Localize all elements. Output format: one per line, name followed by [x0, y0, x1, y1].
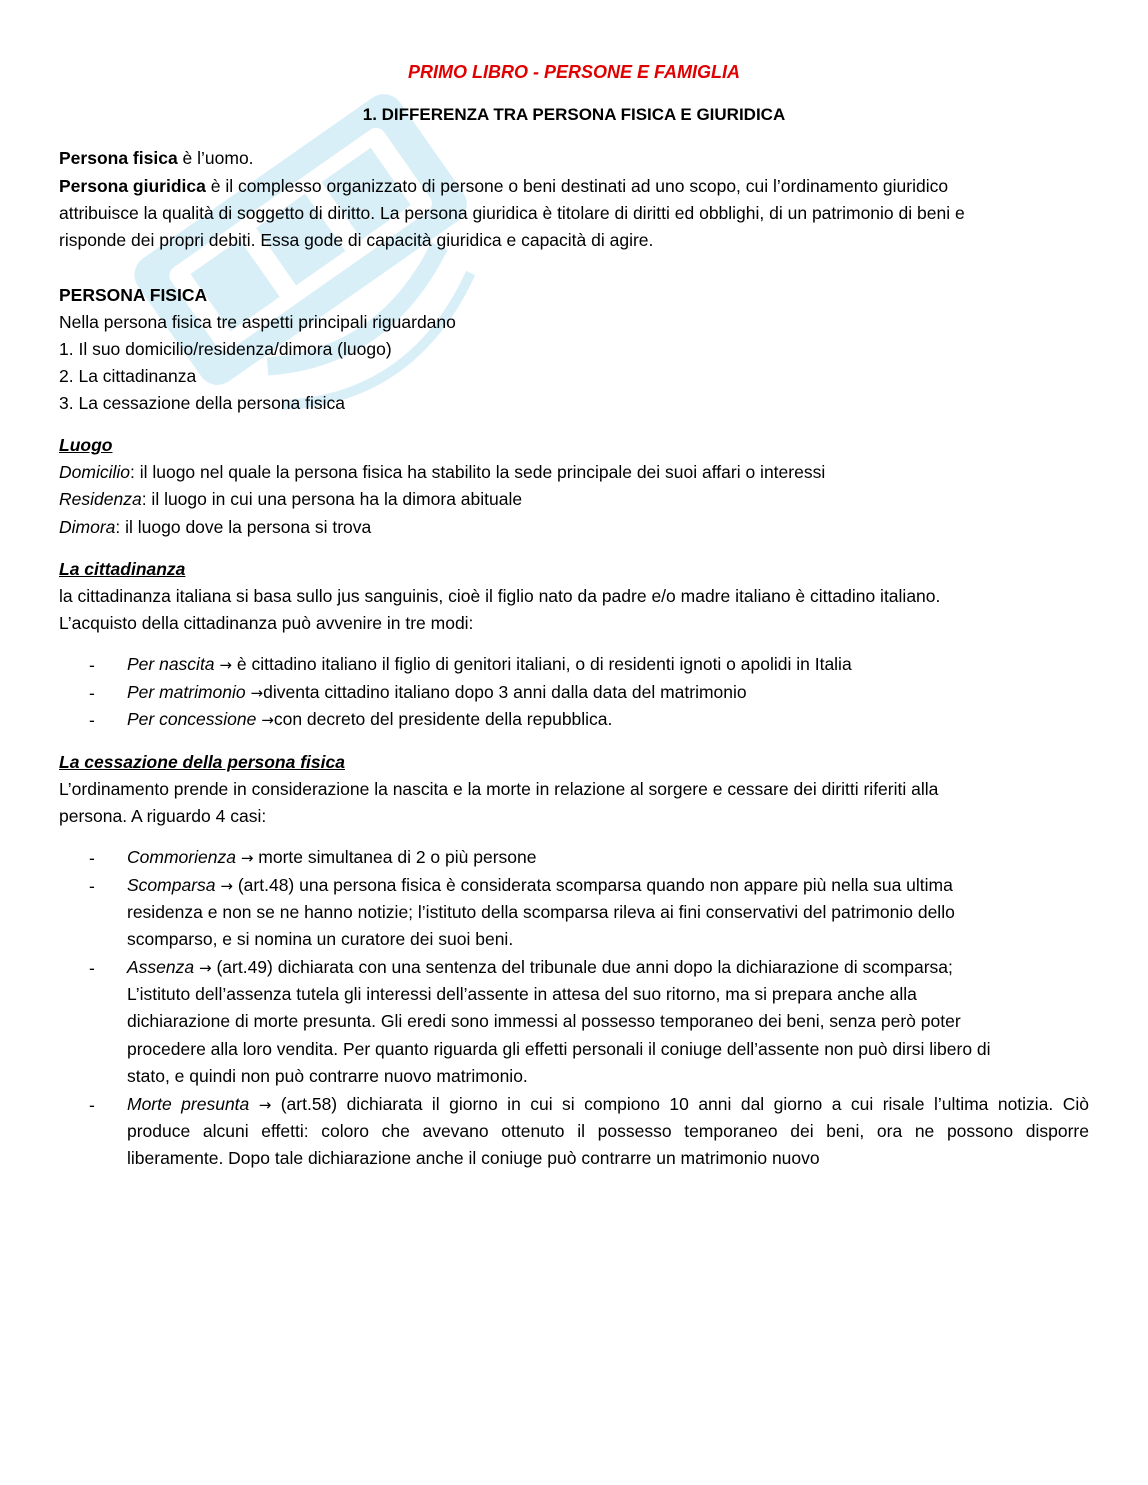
heading-cessazione: La cessazione della persona fisica [59, 752, 345, 772]
page-title: PRIMO LIBRO - PERSONE E FAMIGLIA [407, 62, 740, 82]
list-item: 2. La cittadinanza [59, 366, 197, 386]
heading-persona-fisica: PERSONA FISICA [59, 285, 208, 305]
bullet-scomparsa-line: residenza e non se ne hanno notizie; l’istituto della scomparsa rileva ai fini conservativi del patrimonio dello [127, 902, 955, 922]
intro-line-1: Persona fisica è l’uomo. [59, 148, 254, 168]
intro-line-3: attribuisce la qualità di soggetto di diritto. La persona giuridica è titolare di diritti ed obblighi, di un patrimonio di beni e [59, 203, 965, 223]
def-dimora: Dimora: il luogo dove la persona si trova [59, 517, 372, 537]
bullet-assenza-line: L’istituto dell’assenza tutela gli interessi dell’assente in attesa del suo ritorno, ma si prepara anche alla [127, 984, 917, 1004]
bullet-morte-presunta-line: liberamente. Dopo tale dichiarazione anche il coniuge può contrarre un matrimonio nuovo [127, 1148, 820, 1168]
cittadinanza-line-1: la cittadinanza italiana si basa sullo jus sanguinis, cioè il figlio nato da padre e/o madre italiano è cittadino italiano. [59, 586, 941, 606]
bullet-assenza: Assenza → (art.49) dichiarata con una sentenza del tribunale due anni dopo la dichiarazione di scomparsa; [127, 957, 953, 977]
bullet-scomparsa-line: scomparso, e si nomina un curatore dei suoi beni. [127, 929, 514, 949]
bullet-assenza-line: dichiarazione di morte presunta. Gli eredi sono immessi al possesso temporaneo dei beni, senza però poter [127, 1011, 961, 1031]
heading-luogo: Luogo [59, 435, 113, 455]
bullet-dash: - [89, 958, 95, 978]
list-item: 3. La cessazione della persona fisica [59, 393, 346, 413]
bullet-assenza-line: stato, e quindi non può contrarre nuovo matrimonio. [127, 1066, 528, 1086]
bullet-per-matrimonio: Per matrimonio →diventa cittadino italiano dopo 3 anni dalla data del matrimonio [127, 682, 747, 702]
bullet-commorienza: Commorienza → morte simultanea di 2 o più persone [127, 847, 537, 867]
heading-cittadinanza: La cittadinanza [59, 559, 186, 579]
arrow-right-icon: → [219, 656, 232, 674]
def-residenza: Residenza: il luogo in cui una persona ha la dimora abituale [59, 489, 523, 509]
def-domicilio: Domicilio: il luogo nel quale la persona fisica ha stabilito la sede principale dei suoi affari o interessi [59, 462, 826, 482]
arrow-right-icon: → [240, 849, 254, 867]
bullet-per-nascita: Per nascita → è cittadino italiano il figlio di genitori italiani, o di residenti ignoti o apolidi in Italia [127, 654, 852, 674]
arrow-right-icon: → [220, 877, 233, 895]
arrow-right-icon: → [199, 959, 212, 977]
cittadinanza-line-2: L’acquisto della cittadinanza può avvenire in tre modi: [59, 613, 474, 633]
bullet-dash: - [89, 655, 95, 675]
intro-line-4: risponde dei propri debiti. Essa gode di capacità giuridica e capacità di agire. [59, 230, 654, 250]
term-persona-fisica: Persona fisica [59, 148, 178, 168]
cessazione-line-2: persona. A riguardo 4 casi: [59, 806, 267, 826]
bullet-dash: - [89, 1095, 95, 1115]
bullet-morte-presunta-line: produce alcuni effetti: coloro che avevano ottenuto il possesso temporaneo dei beni, ora ne possono disporre [127, 1121, 1089, 1141]
persona-fisica-lead: Nella persona fisica tre aspetti principali riguardano [59, 312, 456, 332]
watermark-logo [95, 20, 535, 500]
bullet-dash: - [89, 710, 95, 730]
bullet-dash: - [89, 876, 95, 896]
bullet-dash: - [89, 848, 95, 868]
bullet-scomparsa: Scomparsa → (art.48) una persona fisica è considerata scomparsa quando non appare più nella sua ultima [127, 875, 953, 895]
arrow-right-icon: → [261, 711, 274, 729]
term-persona-giuridica: Persona giuridica [59, 176, 206, 196]
section-title: 1. DIFFERENZA TRA PERSONA FISICA E GIURIDICA [362, 105, 786, 124]
arrow-right-icon: → [250, 684, 264, 702]
cessazione-line-1: L’ordinamento prende in considerazione la nascita e la morte in relazione al sorgere e cessare dei diritti riferiti alla [59, 779, 939, 799]
arrow-right-icon: → [258, 1096, 272, 1114]
bullet-dash: - [89, 683, 95, 703]
bullet-assenza-line: procedere alla loro vendita. Per quanto riguarda gli effetti personali il coniuge dell’assente non può dirsi libero di [127, 1039, 991, 1059]
intro-line-2: Persona giuridica è il complesso organizzato di persone o beni destinati ad uno scopo, cui l’ordinamento giuridico [59, 176, 949, 196]
bullet-morte-presunta: Morte presunta → (art.58) dichiarata il giorno in cui si compiono 10 anni dal giorno a cui risale l’ultima notizia. Ciò [127, 1094, 1089, 1114]
bullet-per-concessione: Per concessione →con decreto del presidente della repubblica. [127, 709, 613, 729]
list-item: 1. Il suo domicilio/residenza/dimora (luogo) [59, 339, 392, 359]
